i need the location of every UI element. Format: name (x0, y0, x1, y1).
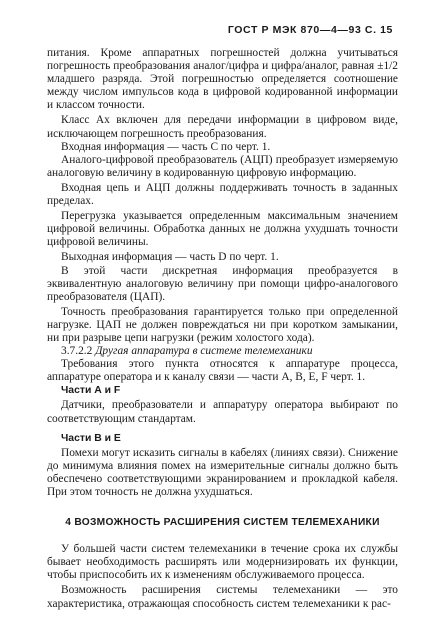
paragraph: Помехи могут исказить сигналы в кабелях (линиях связи). Снижение до минимума влияния помех на измерительные сигналы должно быть обеспечено соответствующими экранированием и прокладкой кабеля. При этом точность не должна ухудшаться. (47, 446, 398, 498)
paragraph: В этой части дискретная информация преобразуется в эквивалентную аналоговую величину при помощи цифро-аналогового преобразователя (ЦАП). (47, 264, 398, 303)
paragraph: Требования этого пункта относятся к аппаратуре процесса, аппаратуре оператора и к каналу связи — части А, В, Е, F черт. 1. (47, 358, 398, 384)
subsection-title: Другая аппаратура в системе телемеханики (95, 345, 313, 358)
paragraph: Выходная информация — часть D по черт. 1. (61, 251, 279, 264)
part-be-heading: Части В и Е (61, 432, 121, 444)
page-body (47, 47, 398, 611)
paragraph: питания. Кроме аппаратных погрешностей должна учитываться погрешность преобразования аналог/цифра и цифра/аналог, равная ±1/2 младшего разряда. Этой погрешностью определяется соотношение между числом импульсов кода в цифровой кодированной информации и классом точности. (47, 47, 398, 112)
part-af-heading: Части А и F (61, 385, 121, 397)
subsection-heading (47, 345, 398, 358)
page-header: ГОСТ Р МЭК 870—4—93 С. 15 (227, 24, 393, 36)
paragraph: Датчики, преобразователи и аппаратуру оператора выбирают по соответствующим стандартам. (47, 399, 398, 425)
section-title: 4 ВОЗМОЖНОСТЬ РАСШИРЕНИЯ СИСТЕМ ТЕЛЕМЕХАНИКИ (65, 517, 380, 529)
paragraph: Возможность расширения системы телемеханики — это характеристика, отражающая способность систем телемеханики к рас- (47, 584, 398, 610)
paragraph: Аналого-цифровой преобразователь (АЦП) преобразует измеряемую аналоговую величину в кодированную цифровую информацию. (47, 153, 398, 179)
paragraph: Перегрузка указывается определенным максимальным значением цифровой величины. Обработка данных не должна ухудшать точности цифровой величины. (47, 210, 398, 249)
paragraph: Точность преобразования гарантируется только при определенной нагрузке. ЦАП не должен повреждаться ни при коротком замыкании, ни при разрыве цепи нагрузки (режим холостого хода). (47, 305, 398, 344)
paragraph: У большей части систем телемеханики в течение срока их службы бывает необходимость расширять или модернизировать их функции, чтобы приспособить их к изменениям обслуживаемого процесса. (47, 543, 398, 582)
paragraph: Входная информация — часть С по черт. 1. (61, 140, 271, 153)
paragraph: Класс Ах включен для передачи информации в цифровом виде, исключающем погрешность преобразования. (47, 114, 398, 140)
paragraph: Входная цепь и АЦП должны поддерживать точность в заданных пределах. (47, 181, 398, 208)
subsection-number: 3.7.2.2 (61, 345, 93, 358)
